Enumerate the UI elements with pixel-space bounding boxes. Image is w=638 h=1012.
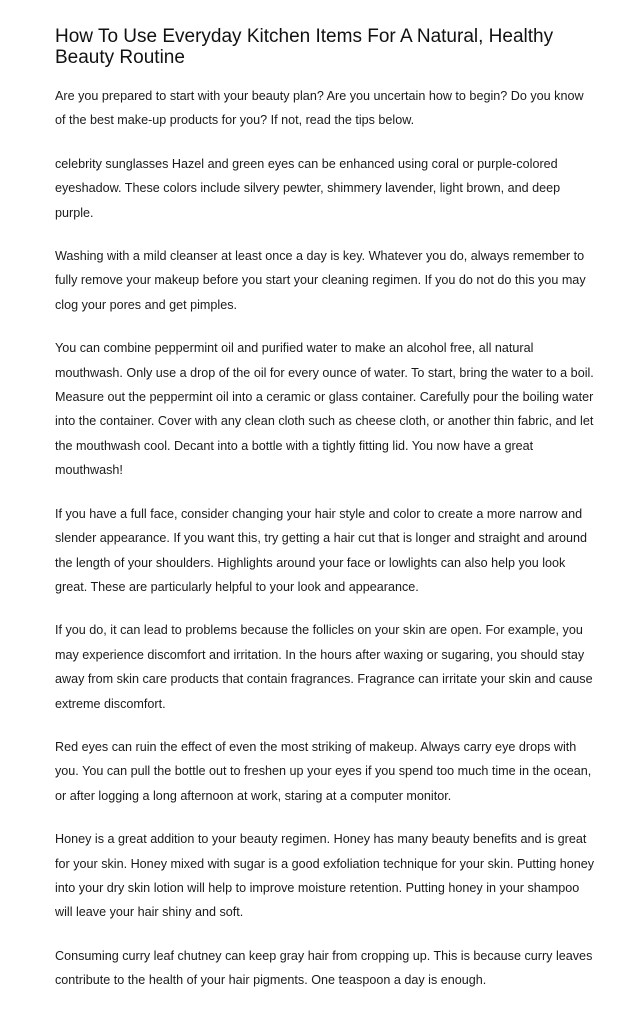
paragraph-hair-style: If you have a full face, consider changing your hair style and color to create a more narrow and slender appearance. If you want this, try getting a hair cut that is longer and straight and around the length of your shoulders. Highlights around your face or lowlights can also help you look great. These are particularly helpful to your look and appearance. — [55, 506, 588, 594]
document-page — [55, 26, 595, 1012]
paragraph-cleanser: Washing with a mild cleanser at least once a day is key. Whatever you do, always remember to fully remove your makeup before you start your cleaning regimen. If you do not do this you may clog your pores and get pimples. — [55, 249, 586, 312]
paragraph-red-eyes: Red eyes can ruin the effect of even the most striking of makeup. Always carry eye drops with you. You can pull the bottle out to freshen up your eyes if you spend too much time in the ocean, or after logging a long afternoon at work, staring at a computer monitor. — [55, 739, 592, 803]
paragraph-intro: Are you prepared to start with your beauty plan? Are you uncertain how to begin? Do you know of the best make-up products for you? If not, read the tips below. — [55, 89, 584, 128]
document-title: How To Use Everyday Kitchen Items For A Natural, Healthy Beauty Routine — [55, 26, 554, 68]
paragraph-waxing: If you do, it can lead to problems because the follicles on your skin are open. For example, you may experience discomfort and irritation. In the hours after waxing or sugaring, you should stay away from skin care products that contain fragrances. Fragrance can irritate your skin and cause extreme discomfort. — [55, 623, 593, 711]
paragraph-honey: Honey is a great addition to your beauty regimen. Honey has many beauty benefits and is great for your skin. Honey mixed with sugar is a good exfoliation technique for your skin. Putting honey into your dry skin lotion will help to improve moisture retention. Putting honey in your shampoo will leave your hair shiny and soft. — [55, 832, 595, 920]
paragraph-eye-colors: celebrity sunglasses Hazel and green eyes can be enhanced using coral or purple-colored eyeshadow. These colors include silvery pewter, shimmery lavender, light brown, and deep purple. — [55, 156, 561, 220]
paragraph-mouthwash: You can combine peppermint oil and purified water to make an alcohol free, all natural mouthwash. Only use a drop of the oil for every ounce of water. To start, bring the water to a boil. Measure out the peppermint oil into a ceramic or glass container. Carefully pour the boiling water into the container. Cover with any clean cloth such as cheese cloth, or another thin fabric, and let the mouthwash cool. Decant into a bottle with a tightly fitting lid. You now have a great mouthwash! — [55, 341, 594, 478]
paragraph-curry-leaf: Consuming curry leaf chutney can keep gray hair from cropping up. This is because curry leaves contribute to the health of your hair pigments. One teaspoon a day is enough. — [55, 948, 593, 988]
